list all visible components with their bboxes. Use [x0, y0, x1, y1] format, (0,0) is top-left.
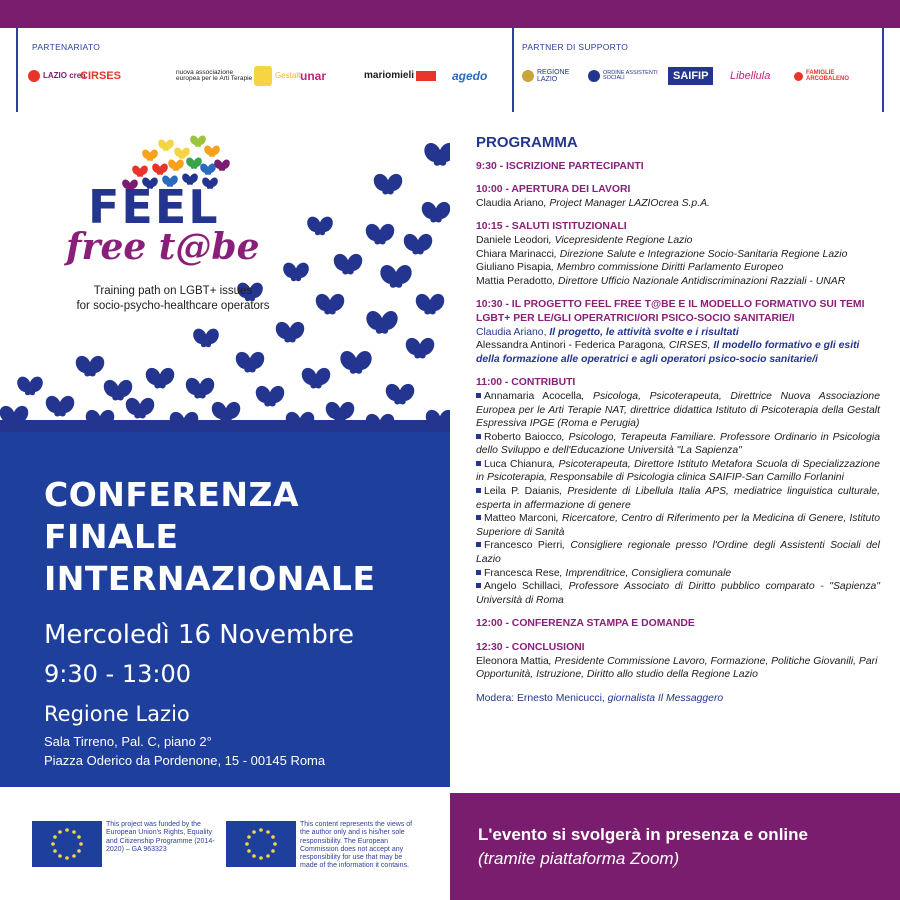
- program-title: PROGRAMMA: [476, 134, 578, 151]
- section-1230: 12:30 - CONCLUSIONI: [476, 642, 585, 653]
- speaker-line: Mattia Peradotto, Direttore Ufficio Nazionale Antidiscriminazioni Razziali - UNAR: [476, 275, 846, 287]
- partners-right-label: PARTNER DI SUPPORTO: [522, 42, 629, 52]
- moderator-line: Modera: Ernesto Menicucci, giornalista Il Messaggero: [476, 692, 724, 704]
- contributor-line: Matteo Marconi, Ricercatore, Centro di Riferimento per la Medicina di Genere, Istituto Superiore di Sanità: [476, 513, 880, 538]
- tagline-line-1: Training path on LGBT+ issues: [93, 285, 253, 297]
- section-930: 9:30 - ISCRIZIONE PARTECIPANTI: [476, 160, 644, 172]
- eu-funding-text: This project was funded by the European Union's Rights, Equality and Citizenship Programme (2014-2020) – GA 963323: [106, 821, 215, 853]
- eu-disclaimer-text: This content represents the views of the author only and is his/her sole responsibility. The European Commission does not accept any responsibility for use that may be made of the information it contains.: [300, 821, 413, 870]
- partners-bar: [16, 28, 884, 112]
- conference-title-line-2: FINALE: [44, 517, 179, 556]
- top-band: [0, 0, 900, 28]
- speaker-line: Daniele Leodori, Vicepresidente Regione Lazio: [476, 234, 693, 246]
- butterflies-illustration: [0, 114, 450, 432]
- program: [476, 136, 880, 705]
- logo-mariomieli: mariomieli: [364, 62, 439, 90]
- logo-famiglie-arcobaleno: FAMIGLIE ARCOBALENO: [794, 62, 878, 90]
- bullet-icon: [476, 515, 481, 520]
- eu-funding-block: [32, 821, 224, 867]
- bullet-icon: [476, 570, 481, 575]
- eu-flag-icon: [226, 821, 296, 867]
- contributor-line: Luca Chianura, Psicoterapeuta, Direttore Istituto Metafora Scuola di Specializzazione in Psicoterapia, Responsabile di Psicologia clinica SAIFIP-San Camillo Forlanini: [476, 458, 880, 484]
- section-1000: 10:00 - APERTURA DEI LAVORI: [476, 184, 631, 196]
- event-mode-line: L'evento si svolgerà in presenza e online: [478, 825, 808, 844]
- contributor-line: Angelo Schillaci, Professore Associato di Diritto pubblico comparato - "Sapienza" Università di Roma: [476, 581, 880, 606]
- eu-disclaimer-block: [226, 821, 418, 870]
- bullet-icon: [476, 583, 481, 588]
- bullet-icon: [476, 393, 481, 398]
- eu-flag-icon: [32, 821, 102, 867]
- brand-area: [0, 114, 450, 432]
- speaker-line: Claudia Ariano, Project Manager LAZIOcrea S.p.A.: [476, 197, 710, 209]
- rainbow-flag-icon: [416, 71, 436, 81]
- logo-nat: nuova associazione europea per le Arti Terapie: [176, 68, 253, 82]
- logo-regione-lazio: REGIONE LAZIO: [522, 62, 584, 90]
- laziocrea-mark-icon: [28, 70, 40, 82]
- logo-laziocrea: LAZIO crea: [28, 62, 86, 90]
- tagline-line-2: for socio-psycho-healthcare operators: [76, 300, 270, 312]
- partners-divider: [512, 28, 514, 112]
- bullet-icon: [476, 488, 481, 493]
- logo-ordine-assistenti: ORDINE ASSISTENTI SOCIALI: [588, 62, 664, 90]
- event-platform-line: (tramite piattaforma Zoom): [478, 849, 680, 868]
- speaker-line: Eleonora Mattia, Presidente Commissione Lavoro, Formazione, Politiche Giovanili, Pari Opportunità, Istruzione, Diritto allo studio della Regione Lazio: [476, 655, 878, 681]
- heart-icon: [794, 72, 803, 81]
- conference-address-2: Piazza Oderico da Pordenone, 15 - 00145 Roma: [44, 753, 326, 768]
- contributor-line: Francesca Rese, Imprenditrice, Consigliera comunale: [476, 567, 880, 581]
- conference-address-1: Sala Tirreno, Pal. C, piano 2°: [44, 734, 212, 749]
- conference-time: 9:30 - 13:00: [44, 660, 191, 688]
- section-1100: 11:00 - CONTRIBUTI: [476, 377, 576, 389]
- footer-eu: [0, 793, 450, 900]
- brand-feel: FEEL: [88, 180, 220, 234]
- speaker-line: Alessandra Antinori - Federica Paragona, CIRSES, Il modello formativo e gli esiti della formazione alle operatrici e agli operatori psico-socio sanitarie/i: [476, 340, 860, 365]
- section-1200: 12:00 - CONFERENZA STAMPA E DOMANDE: [476, 618, 695, 630]
- bullet-icon: [476, 542, 481, 547]
- conference-title: [44, 474, 424, 600]
- conference-title-line-3: INTERNAZIONALE: [44, 559, 376, 598]
- contributor-line: Francesco Pierri, Consigliere regionale presso l'Ordine degli Assistenti Sociali del Lazio: [476, 540, 880, 566]
- logo-libellula: Libellula: [730, 69, 771, 82]
- section-1030: 10:30 - IL PROGETTO FEEL FREE T@BE E IL MODELLO FORMATIVO SUI TEMI LGBT+ PER LE/GLI OPERATRICI/ORI PSICO-SOCIO SANITARIE/I: [476, 299, 865, 324]
- bullet-icon: [476, 434, 481, 439]
- section-1015: 10:15 - SALUTI ISTITUZIONALI: [476, 221, 627, 233]
- logo-cirses: CIRSES: [80, 69, 121, 82]
- gestalt-mark-icon: [254, 66, 272, 86]
- contributor-line: Roberto Baiocco, Psicologo, Terapeuta Familiare. Professore Ordinario in Psicologia dello Sviluppo e dell'Educazione Università "La Sapienza": [476, 431, 880, 457]
- conference-date: Mercoledì 16 Novembre: [44, 620, 354, 650]
- contributor-line: Annamaria Acocella, Psicologa, Psicoterapeuta, Direttrice Nuova Associazione Europea per le Arti Terapie NAT, direttrice didattica Istituto di Psicoterapia della Gestalt Espressiva IPGE (Roma e Perugia): [476, 390, 880, 430]
- partners-left-label: PARTENARIATO: [32, 42, 101, 52]
- contributor-line: Leila P. Daianis, Presidente di Libellula Italia APS, mediatrice linguistica culturale, esperta in affermazione di genere: [476, 486, 880, 511]
- footer-event-info: [450, 793, 900, 900]
- logo-saifip: SAIFIP: [668, 67, 713, 85]
- logo-unar: unar: [300, 69, 327, 83]
- logo-agedo: agedo: [452, 69, 488, 83]
- bullet-icon: [476, 461, 481, 466]
- conference-place: Regione Lazio: [44, 702, 190, 726]
- speaker-line: Claudia Ariano, Il progetto, le attività svolte e i risultati: [476, 326, 739, 338]
- conference-title-line-1: CONFERENZA: [44, 475, 300, 514]
- regione-lazio-crest-icon: [522, 70, 534, 82]
- ordine-mark-icon: [588, 70, 600, 82]
- brand-tagline: [58, 284, 288, 314]
- speaker-line: Chiara Marinacci, Direzione Salute e Integrazione Socio-Sanitaria Regione Lazio: [476, 248, 848, 260]
- speaker-line: Giuliano Pisapia, Membro commissione Diritti Parlamento Europeo: [476, 262, 784, 274]
- brand-free-tabe: free t@be: [66, 226, 260, 268]
- logo-gestalt: Gestalt: [254, 62, 300, 90]
